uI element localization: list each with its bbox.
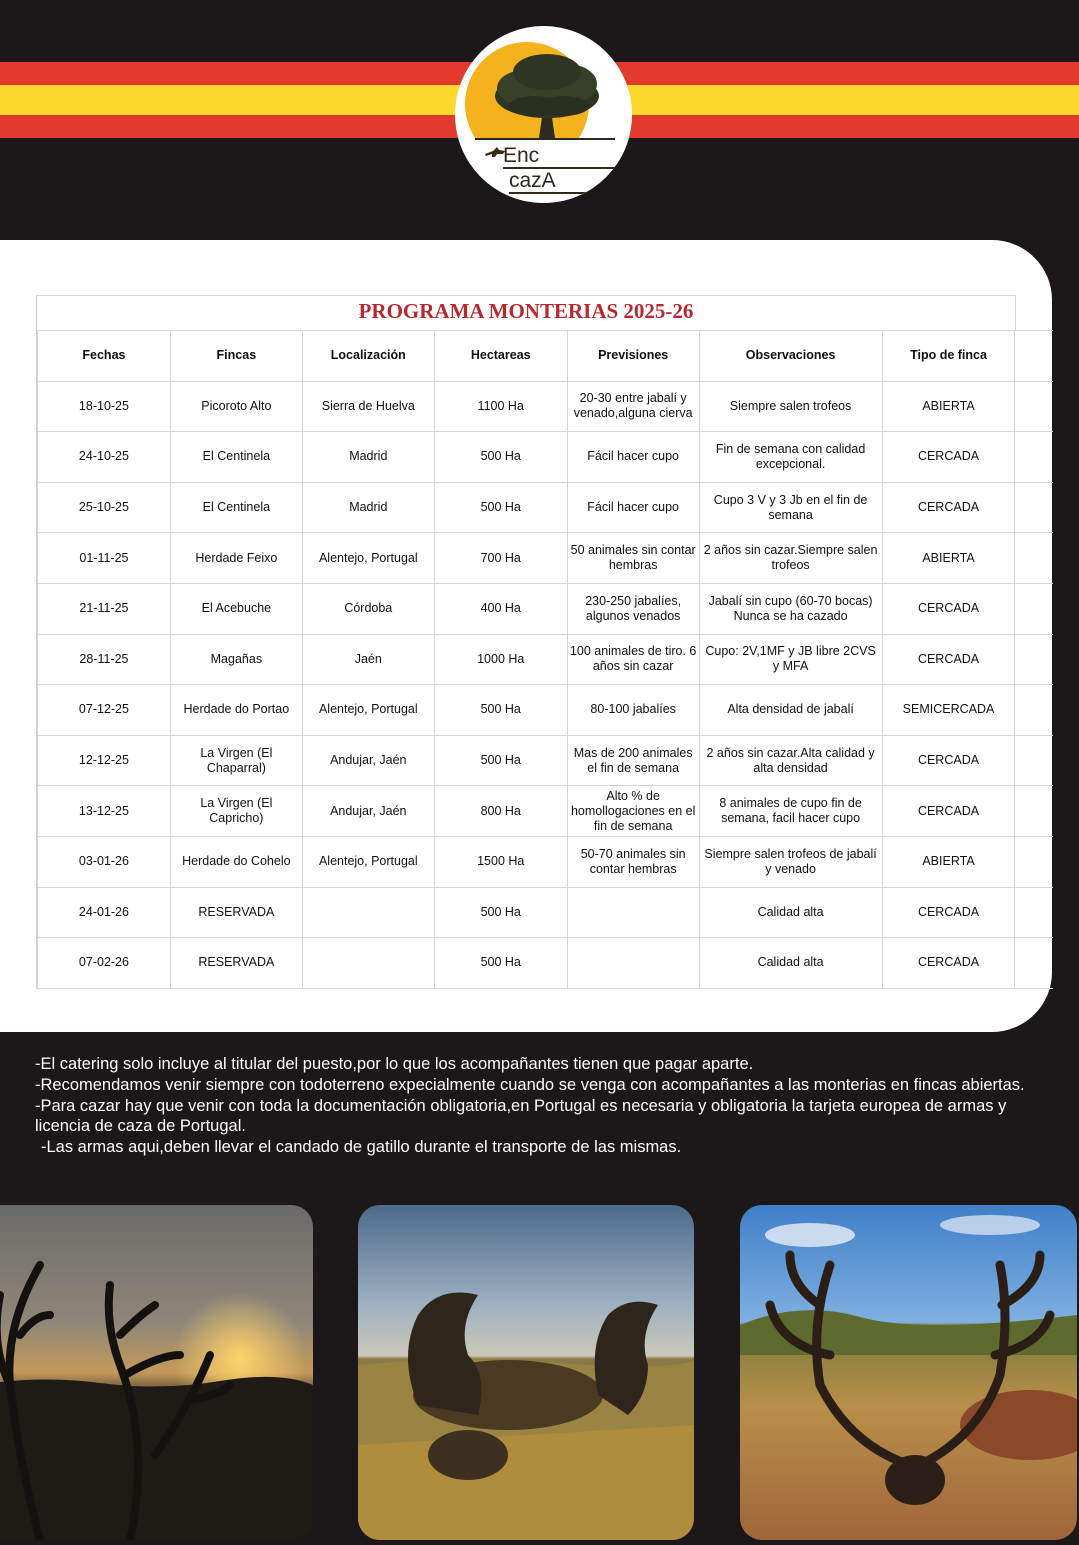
empty-cell (1015, 331, 1053, 382)
table-row (38, 836, 1054, 887)
logo-text-part1: Enc (503, 145, 632, 169)
cell-localizacion: Madrid (302, 482, 434, 533)
note-catering: -El catering solo incluye al titular del puesto,por lo que los acompañantes tienen que pagar aparte. (35, 1055, 754, 1073)
enccaza-logo (455, 26, 632, 203)
cell-previsiones: 100 animales de tiro. 6 años sin cazar (567, 634, 699, 685)
cell-hectareas: 500 Ha (434, 685, 567, 736)
table-row (38, 685, 1054, 736)
empty-cell (1015, 786, 1053, 837)
cell-finca: La Virgen (El Chaparral) (170, 735, 302, 786)
cell-finca: La Virgen (El Capricho) (170, 786, 302, 837)
table-row (38, 786, 1054, 837)
cell-tipo: ABIERTA (882, 836, 1015, 887)
cell-finca: Picoroto Alto (170, 381, 302, 432)
cell-observaciones: Cupo: 2V,1MF y JB libre 2CVS y MFA (699, 634, 882, 685)
cell-fecha: 13-12-25 (38, 786, 171, 837)
cell-localizacion: Andujar, Jaén (302, 735, 434, 786)
cell-observaciones: 2 años sin cazar.Siempre salen trofeos (699, 533, 882, 584)
cell-finca: El Centinela (170, 432, 302, 483)
cell-previsiones: 50 animales sin contar hembras (567, 533, 699, 584)
cell-observaciones: Calidad alta (699, 887, 882, 938)
header-observaciones: Observaciones (699, 331, 882, 382)
cell-observaciones: Fin de semana con calidad excepcional. (699, 432, 882, 483)
empty-cell (1015, 938, 1053, 989)
cell-hectareas: 500 Ha (434, 887, 567, 938)
cell-finca: RESERVADA (170, 938, 302, 989)
cell-tipo: CERCADA (882, 432, 1015, 483)
cell-finca: Herdade Feixo (170, 533, 302, 584)
cell-fecha: 24-10-25 (38, 432, 171, 483)
cell-fecha: 25-10-25 (38, 482, 171, 533)
cell-tipo: CERCADA (882, 786, 1015, 837)
cell-tipo: CERCADA (882, 938, 1015, 989)
header-hectareas: Hectareas (434, 331, 567, 382)
notes-block (35, 1054, 1045, 1158)
empty-cell (1015, 432, 1053, 483)
cell-observaciones: Jabalí sin cupo (60-70 bocas) Nunca se ha cazado (699, 583, 882, 634)
cell-hectareas: 1100 Ha (434, 381, 567, 432)
cell-finca: El Centinela (170, 482, 302, 533)
table-row (38, 432, 1054, 483)
cell-localizacion (302, 938, 434, 989)
empty-cell (1015, 583, 1053, 634)
empty-cell (1015, 381, 1053, 432)
table-row (38, 533, 1054, 584)
cell-hectareas: 700 Ha (434, 533, 567, 584)
note-armas: -Las armas aqui,deben llevar el candado de gatillo durante el transporte de las mismas. (41, 1138, 682, 1157)
cell-localizacion: Jaén (302, 634, 434, 685)
cell-previsiones: Fácil hacer cupo (567, 482, 699, 533)
logo-text-part2: cazA (509, 170, 632, 194)
cell-observaciones: Siempre salen trofeos de jabalí y venado (699, 836, 882, 887)
empty-cell (1015, 887, 1053, 938)
cell-finca: El Acebuche (170, 583, 302, 634)
cell-localizacion: Córdoba (302, 583, 434, 634)
cell-tipo: CERCADA (882, 887, 1015, 938)
cell-hectareas: 500 Ha (434, 482, 567, 533)
schedule-sheet (36, 295, 1053, 989)
cell-fecha: 03-01-26 (38, 836, 171, 887)
cell-finca: Herdade do Portao (170, 685, 302, 736)
note-documentacion: -Para cazar hay que venir con toda la documentación obligatoria,en Portugal es necesaria y obligatoria la tarjeta europea de armas y licencia de caza de Portugal. (35, 1096, 1007, 1136)
cell-fecha: 07-12-25 (38, 685, 171, 736)
table-row (38, 634, 1054, 685)
cell-localizacion: Andujar, Jaén (302, 786, 434, 837)
cell-tipo: ABIERTA (882, 533, 1015, 584)
cell-hectareas: 500 Ha (434, 735, 567, 786)
cell-observaciones: Calidad alta (699, 938, 882, 989)
sunset-stag-silhouette-photo (0, 1205, 313, 1540)
cell-localizacion: Alentejo, Portugal (302, 685, 434, 736)
header-tipo-de-finca: Tipo de finca (882, 331, 1015, 382)
cell-tipo: CERCADA (882, 735, 1015, 786)
fallow-deer-trophy-photo (358, 1205, 694, 1540)
empty-cell (1015, 735, 1053, 786)
cell-finca: Herdade do Cohelo (170, 836, 302, 887)
cell-finca: RESERVADA (170, 887, 302, 938)
table-row (38, 381, 1054, 432)
cell-hectareas: 800 Ha (434, 786, 567, 837)
schedule-table (37, 330, 1053, 989)
cell-fecha: 07-02-26 (38, 938, 171, 989)
cell-localizacion: Alentejo, Portugal (302, 836, 434, 887)
table-row (38, 887, 1054, 938)
header-fincas: Fincas (170, 331, 302, 382)
cell-hectareas: 500 Ha (434, 938, 567, 989)
cell-tipo: SEMICERCADA (882, 685, 1015, 736)
cell-fecha: 28-11-25 (38, 634, 171, 685)
cell-localizacion: Sierra de Huelva (302, 381, 434, 432)
cell-finca: Magañas (170, 634, 302, 685)
cell-localizacion: Alentejo, Portugal (302, 533, 434, 584)
cell-fecha: 01-11-25 (38, 533, 171, 584)
table-row (38, 735, 1054, 786)
cell-observaciones: 8 animales de cupo fin de semana, facil hacer cupo (699, 786, 882, 837)
note-todoterreno: -Recomendamos venir siempre con todoterreno expecialmente cuando se venga con acompañantes a las monterias en fincas abiertas. (35, 1075, 1025, 1094)
cell-tipo: ABIERTA (882, 381, 1015, 432)
table-row (38, 482, 1054, 533)
cell-observaciones: Alta densidad de jabalí (699, 685, 882, 736)
empty-cell (1015, 482, 1053, 533)
cell-fecha: 12-12-25 (38, 735, 171, 786)
cell-observaciones: Siempre salen trofeos (699, 381, 882, 432)
schedule-card (0, 240, 1052, 1032)
cell-previsiones: 50-70 animales sin contar hembras (567, 836, 699, 887)
schedule-title: PROGRAMA MONTERIAS 2025-26 (37, 295, 1016, 331)
cell-previsiones: Alto % de homollogaciones en el fin de semana (567, 786, 699, 837)
cell-localizacion: Madrid (302, 432, 434, 483)
cell-hectareas: 1500 Ha (434, 836, 567, 887)
header-fechas: Fechas (38, 331, 171, 382)
table-row (38, 938, 1054, 989)
cell-previsiones: Fácil hacer cupo (567, 432, 699, 483)
cell-previsiones: 80-100 jabalíes (567, 685, 699, 736)
cell-previsiones (567, 938, 699, 989)
cell-tipo: CERCADA (882, 634, 1015, 685)
red-deer-trophy-photo (740, 1205, 1077, 1540)
cell-tipo: CERCADA (882, 583, 1015, 634)
cell-previsiones: 230-250 jabalíes, algunos venados (567, 583, 699, 634)
table-row (38, 583, 1054, 634)
empty-cell (1015, 634, 1053, 685)
cell-tipo: CERCADA (882, 482, 1015, 533)
empty-cell (1015, 685, 1053, 736)
table-header-row (38, 331, 1054, 382)
header-localizacion: Localización (302, 331, 434, 382)
cell-observaciones: Cupo 3 V y 3 Jb en el fin de semana (699, 482, 882, 533)
cell-previsiones (567, 887, 699, 938)
empty-cell (1015, 533, 1053, 584)
cell-fecha: 24-01-26 (38, 887, 171, 938)
cell-hectareas: 400 Ha (434, 583, 567, 634)
cell-hectareas: 500 Ha (434, 432, 567, 483)
cell-previsiones: Mas de 200 animales el fin de semana (567, 735, 699, 786)
cell-localizacion (302, 887, 434, 938)
cell-hectareas: 1000 Ha (434, 634, 567, 685)
cell-fecha: 18-10-25 (38, 381, 171, 432)
cell-fecha: 21-11-25 (38, 583, 171, 634)
cell-observaciones: 2 años sin cazar.Alta calidad y alta densidad (699, 735, 882, 786)
empty-cell (1015, 836, 1053, 887)
cell-previsiones: 20-30 entre jabalí y venado,alguna cierva (567, 381, 699, 432)
header-previsiones: Previsiones (567, 331, 699, 382)
